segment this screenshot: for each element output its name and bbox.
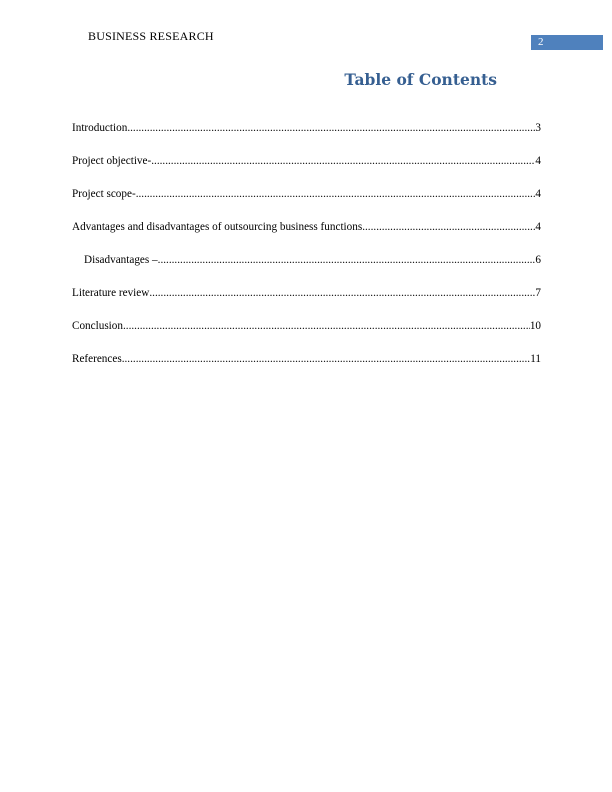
toc-entry-references[interactable] [72, 353, 541, 386]
toc-entry-disadvantages[interactable] [72, 254, 541, 287]
page-number-badge: 2 [531, 35, 603, 50]
toc-entry-project-scope[interactable] [72, 188, 541, 221]
toc-dot-leader [136, 188, 536, 200]
toc-entry-page: 3 [535, 122, 541, 134]
toc-dot-leader [362, 221, 535, 233]
toc-dot-leader [122, 353, 531, 365]
toc-entry-literature-review[interactable] [72, 287, 541, 320]
toc-heading: Table of Contents [344, 70, 497, 89]
toc-list [72, 122, 541, 386]
toc-entry-page: 4 [535, 221, 541, 233]
toc-entry-page: 6 [535, 254, 541, 266]
running-header-title: BUSINESS RESEARCH [88, 29, 214, 43]
toc-entry-label: References [72, 353, 122, 365]
toc-entry-label: Disadvantages – [84, 254, 158, 266]
toc-entry-page: 10 [529, 320, 541, 332]
toc-entry-label: Project objective- [72, 155, 152, 167]
toc-entry-advantages-disadvantages[interactable] [72, 221, 541, 254]
toc-dot-leader [151, 155, 535, 167]
toc-entry-label: Introduction [72, 122, 128, 134]
toc-entry-introduction[interactable] [72, 122, 541, 155]
toc-entry-project-objective[interactable] [72, 155, 541, 188]
toc-dot-leader [149, 287, 535, 299]
toc-entry-conclusion[interactable] [72, 320, 541, 353]
toc-dot-leader [123, 320, 530, 332]
toc-entry-label: Project scope- [72, 188, 136, 200]
toc-entry-label: Advantages and disadvantages of outsourcing business functions [72, 221, 363, 233]
toc-dot-leader [158, 254, 536, 266]
toc-dot-leader [127, 122, 535, 134]
toc-entry-page: 7 [535, 287, 541, 299]
toc-entry-page: 4 [535, 155, 541, 167]
toc-entry-page: 11 [530, 353, 541, 365]
toc-entry-page: 4 [535, 188, 541, 200]
toc-entry-label: Conclusion [72, 320, 123, 332]
toc-entry-label: Literature review [72, 287, 150, 299]
